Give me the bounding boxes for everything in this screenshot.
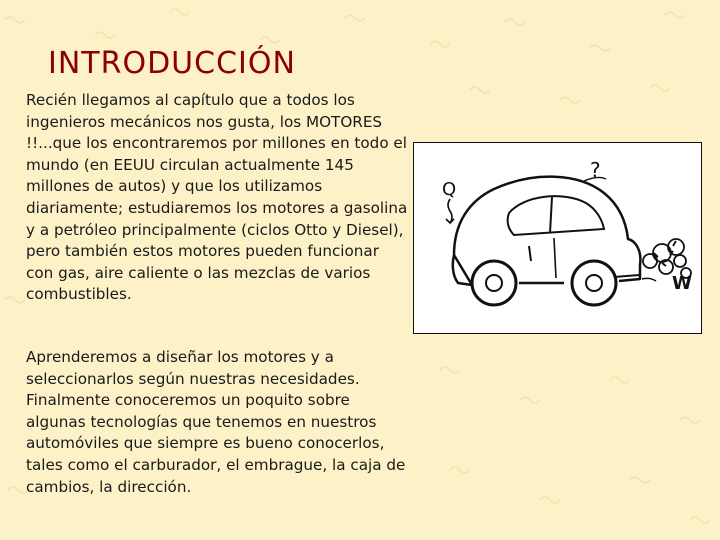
label-w: W [672, 273, 692, 294]
heat-arrow [446, 199, 454, 223]
car-window [508, 196, 604, 235]
label-question: ? [590, 158, 601, 182]
exhaust-pipe [614, 275, 640, 277]
car-illustration [413, 142, 702, 334]
intro-paragraph: Recién llegamos al capítulo que a todos los ingenieros mecánicos nos gusta, los MOTORES !!...que los encontraremos por millones en todo el mundo (en EEUU circulan actualmente 145 millones de autos) y que los utilizamos diariamente; estudiaremos los motores a gasolina y a petróleo principalmente (ciclos Otto y Diesel), pero también estos motores pueden funcionar con gas, aire caliente o las mezclas de varios combustibles. [26, 91, 408, 304]
goals-paragraph: Aprenderemos a diseñar los motores y a seleccionarlos según nuestras necesidades. Finalmente conoceremos un poquito sobre algunas tecnologías que tenemos en nuestros automóviles que siempre es bueno conocerlos, tales como el carburador, el embrague, la caja de cambios, la dirección. [26, 348, 406, 496]
slide-title: INTRODUCCIÓN [48, 46, 296, 81]
label-q: Q [442, 179, 457, 200]
